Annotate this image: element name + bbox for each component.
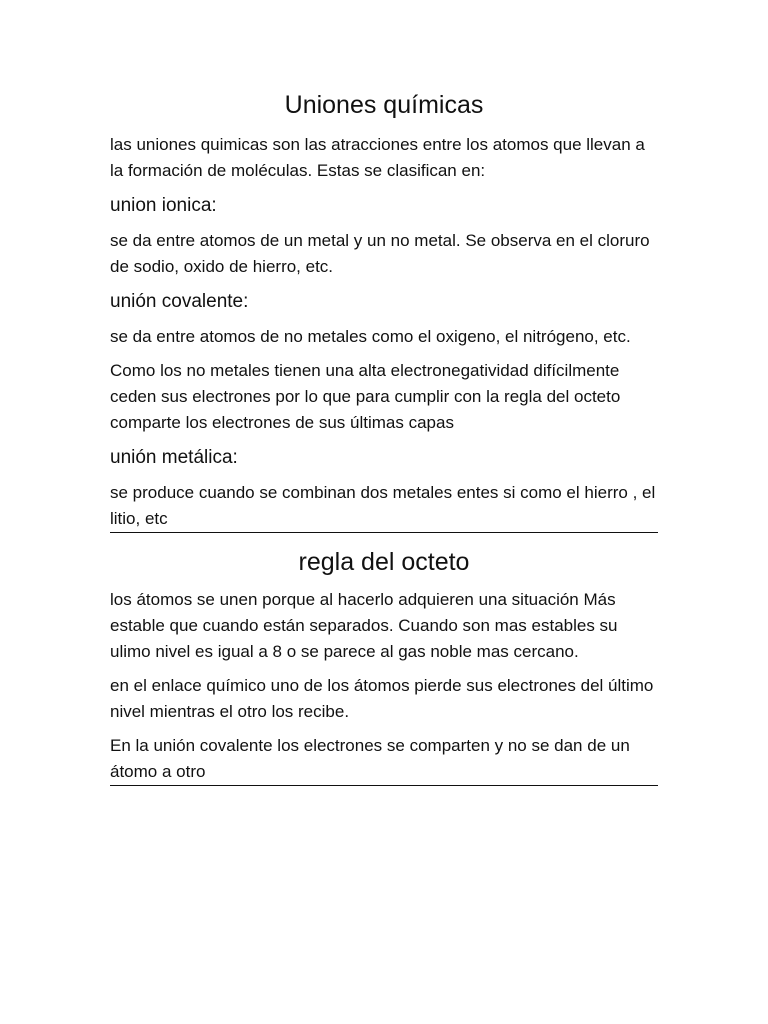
page-title: Uniones químicas xyxy=(284,91,484,119)
metallic-paragraph: se produce cuando se combinan dos metales entes si como el hierro , el litio, etc xyxy=(110,483,656,528)
octet-paragraph-2: en el enlace químico uno de los átomos pierde sus electrones del último nivel mientras el otro los recibe. xyxy=(110,676,654,721)
octet-title: regla del octeto xyxy=(298,548,470,576)
octet-paragraph-3: En la unión covalente los electrones se comparten y no se dan de un átomo a otro xyxy=(110,736,630,781)
covalent-explanation-paragraph: Como los no metales tienen una alta electronegatividad difícilmente ceden sus electrones por lo que para cumplir con la regla del octeto comparte los electrones de sus últimas capas xyxy=(110,361,621,432)
document-body xyxy=(110,88,658,786)
covalent-heading: unión covalente: xyxy=(110,291,249,312)
section-divider xyxy=(110,532,658,533)
end-divider xyxy=(110,785,658,786)
intro-paragraph: las uniones quimicas son las atracciones entre los atomos que llevan a la formación de moléculas. Estas se clasifican en: xyxy=(110,135,645,180)
covalent-paragraph: se da entre atomos de no metales como el oxigeno, el nitrógeno, etc. xyxy=(110,327,631,346)
metallic-heading: unión metálica: xyxy=(110,447,238,468)
ionic-heading: union ionica: xyxy=(110,195,217,216)
ionic-paragraph: se da entre atomos de un metal y un no metal. Se observa en el cloruro de sodio, oxido de hierro, etc. xyxy=(110,231,650,276)
octet-paragraph-1: los átomos se unen porque al hacerlo adquieren una situación Más estable que cuando están separados. Cuando son mas estables su ulimo nivel es igual a 8 o se parece al gas noble mas cercano. xyxy=(110,590,618,661)
